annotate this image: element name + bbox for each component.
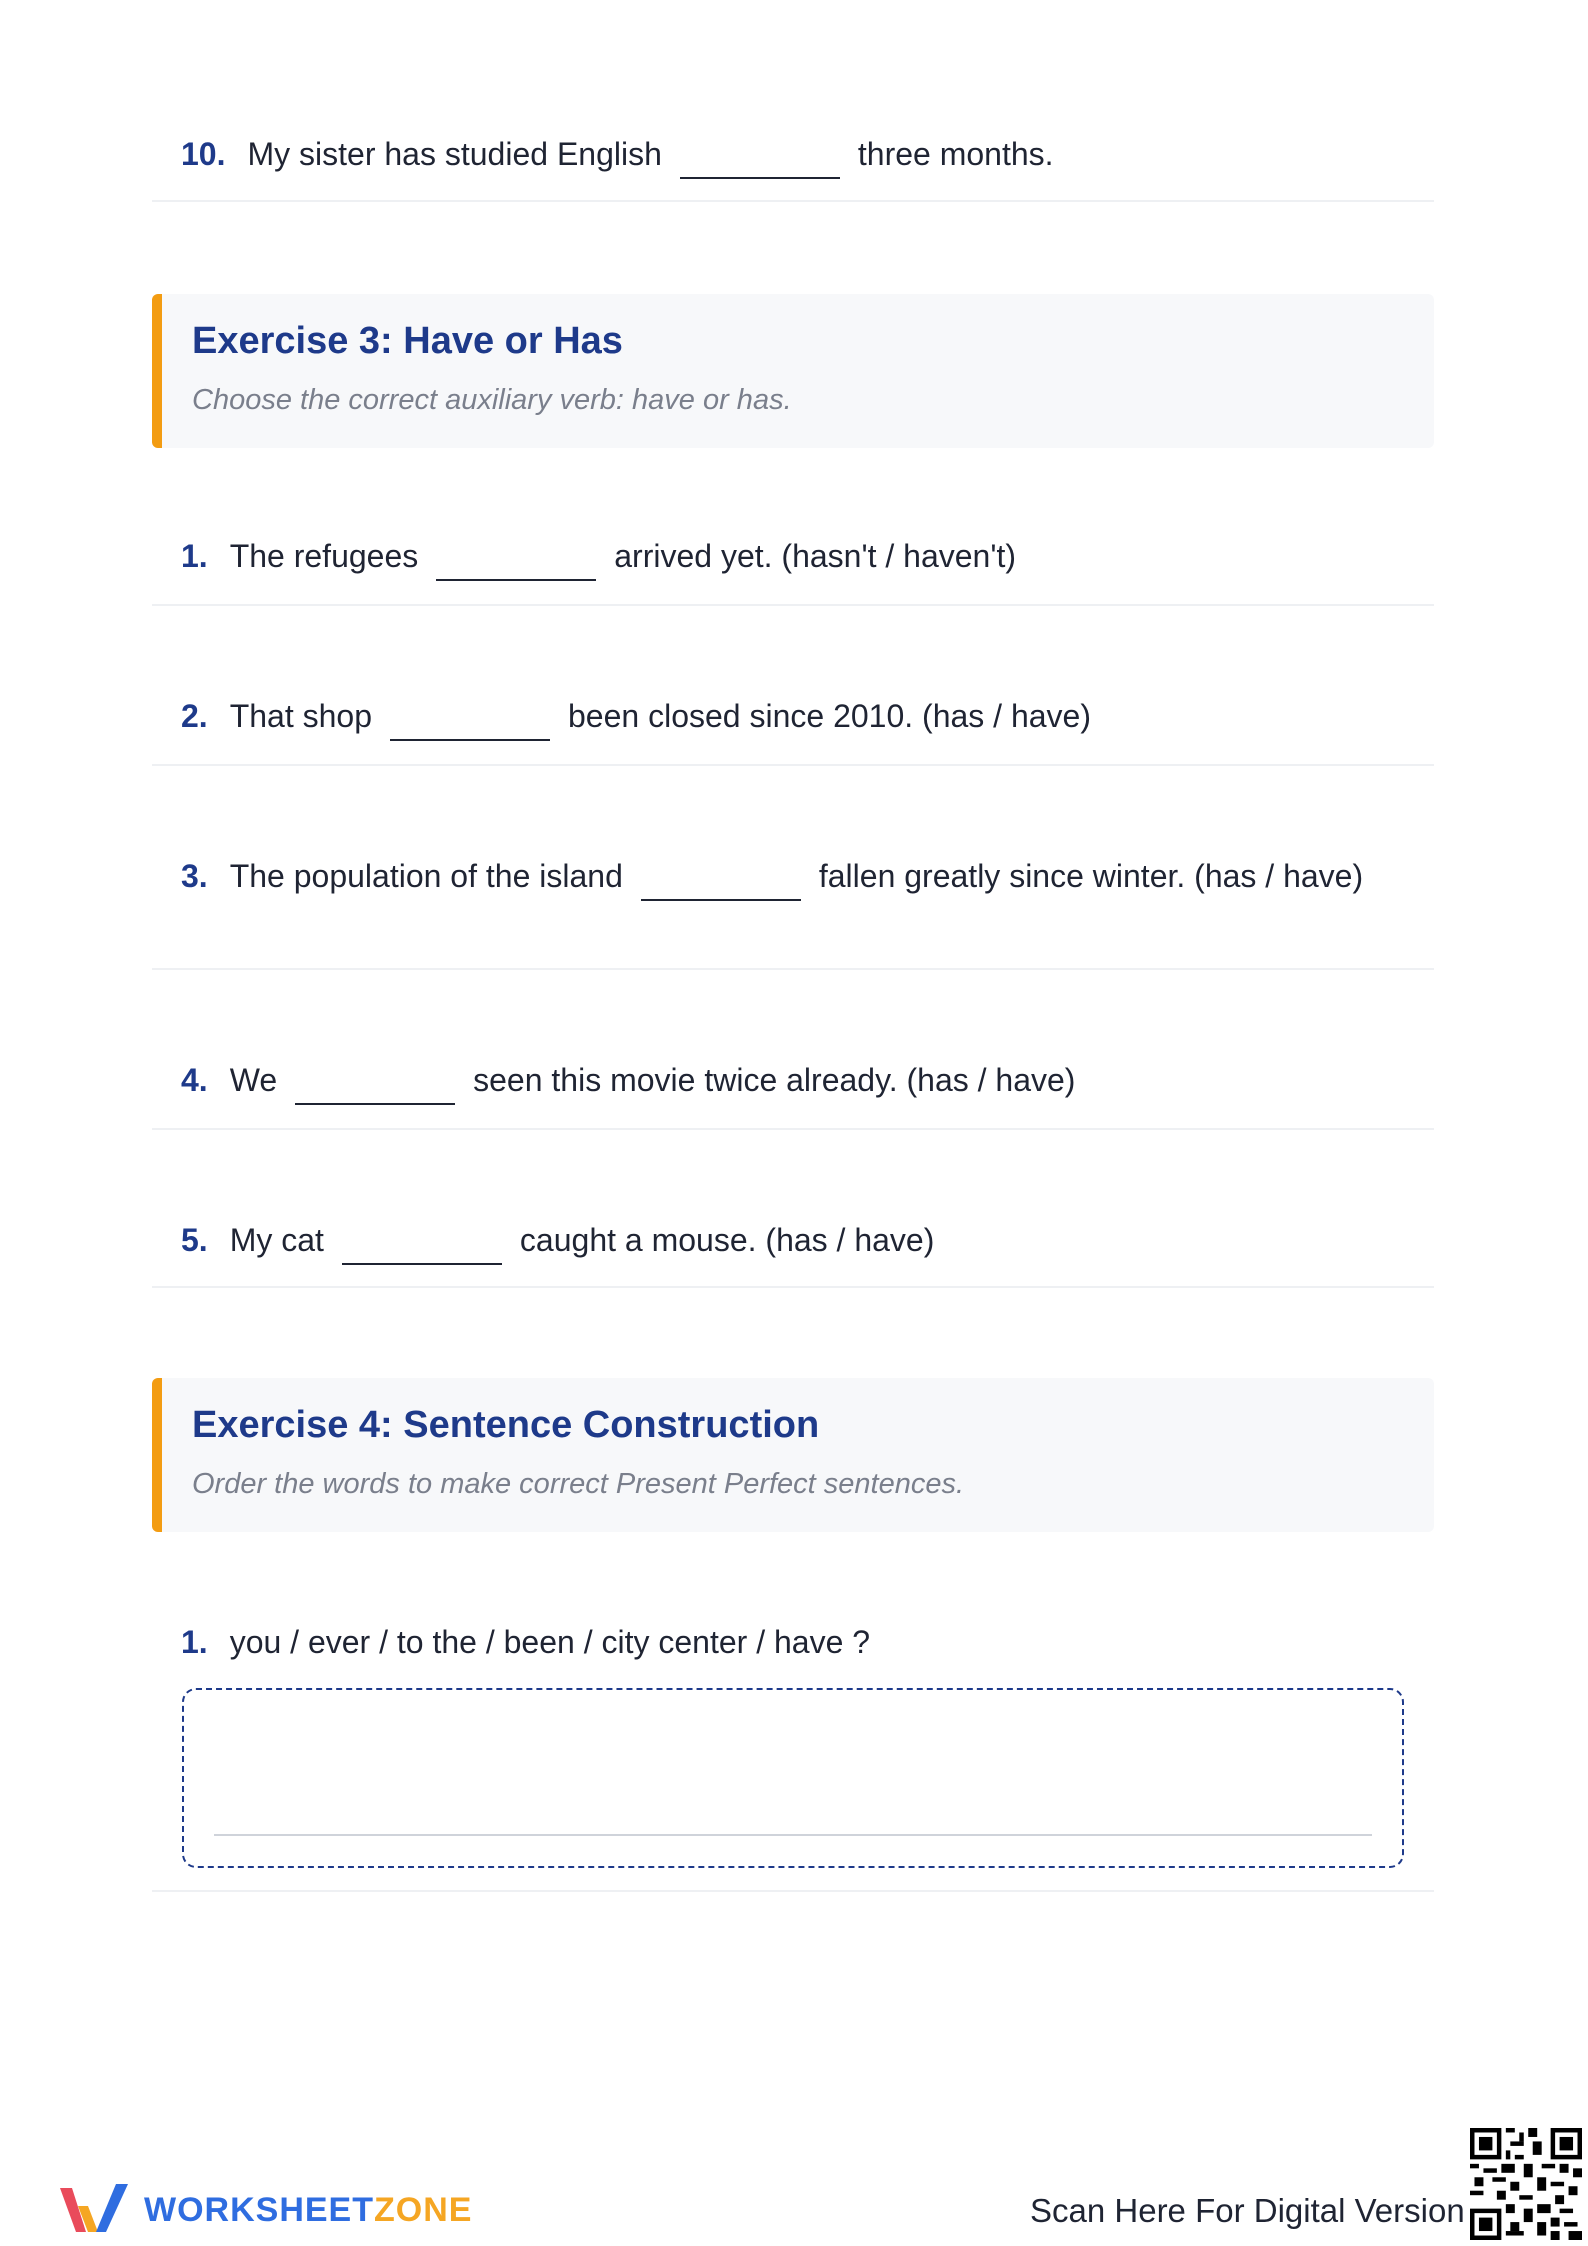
logo-text: WORKSHEETZONE — [144, 2190, 473, 2229]
question-text-after: been closed since 2010. (has / have) — [568, 698, 1091, 734]
worksheetzone-logo — [56, 2180, 472, 2240]
exercise2-question-10 — [152, 130, 1434, 202]
exercise4-question-1 — [152, 1618, 1434, 1892]
answer-blank[interactable] — [436, 579, 596, 581]
question-number: 2. — [181, 698, 208, 734]
question-number: 1. — [181, 538, 208, 574]
question-number: 4. — [181, 1062, 208, 1098]
answer-blank[interactable] — [390, 739, 550, 741]
exercise4-title: Exercise 4: Sentence Construction — [192, 1404, 820, 1446]
answer-blank[interactable] — [342, 1263, 502, 1265]
question-text-before: The population of the island — [229, 858, 623, 894]
logo-mark-icon — [56, 2180, 134, 2240]
question-text-after: caught a mouse. (has / have) — [519, 1222, 935, 1258]
exercise4-header — [152, 1378, 1434, 1532]
answer-blank[interactable] — [295, 1103, 455, 1105]
exercise3-question-2 — [152, 692, 1434, 766]
answer-blank[interactable] — [680, 177, 840, 179]
question-text-before: My cat — [229, 1222, 324, 1258]
answer-box[interactable] — [182, 1688, 1404, 1868]
exercise3-question-1 — [152, 532, 1434, 606]
exercise3-question-5 — [152, 1216, 1434, 1288]
qr-code-icon[interactable] — [1470, 2128, 1582, 2240]
question-text: you / ever / to the / been / city center / have ? — [229, 1624, 871, 1660]
question-text-after: three months. — [857, 136, 1054, 172]
scan-text: Scan Here For Digital Version — [1030, 2192, 1465, 2229]
question-text-after: seen this movie twice already. (has / have) — [473, 1062, 1076, 1098]
question-number: 3. — [181, 858, 208, 894]
question-number: 1. — [181, 1624, 208, 1660]
exercise3-header — [152, 294, 1434, 448]
exercise3-title: Exercise 3: Have or Has — [192, 320, 623, 362]
question-number: 5. — [181, 1222, 208, 1258]
question-text-after: arrived yet. (hasn't / haven't) — [614, 538, 1016, 574]
question-text-before: My sister has studied English — [247, 136, 662, 172]
question-text-before: We — [229, 1062, 278, 1098]
exercise4-subtitle: Order the words to make correct Present Perfect sentences. — [192, 1468, 965, 1500]
question-text-before: That shop — [229, 698, 372, 734]
question-text-before: The refugees — [229, 538, 419, 574]
exercise3-question-4 — [152, 1056, 1434, 1130]
question-number: 10. — [181, 136, 226, 172]
exercise3-subtitle: Choose the correct auxiliary verb: have or has. — [192, 384, 792, 416]
answer-line — [214, 1834, 1372, 1836]
answer-blank[interactable] — [641, 899, 801, 901]
exercise3-question-3 — [152, 852, 1434, 970]
question-text-after: fallen greatly since winter. (has / have) — [818, 858, 1364, 894]
